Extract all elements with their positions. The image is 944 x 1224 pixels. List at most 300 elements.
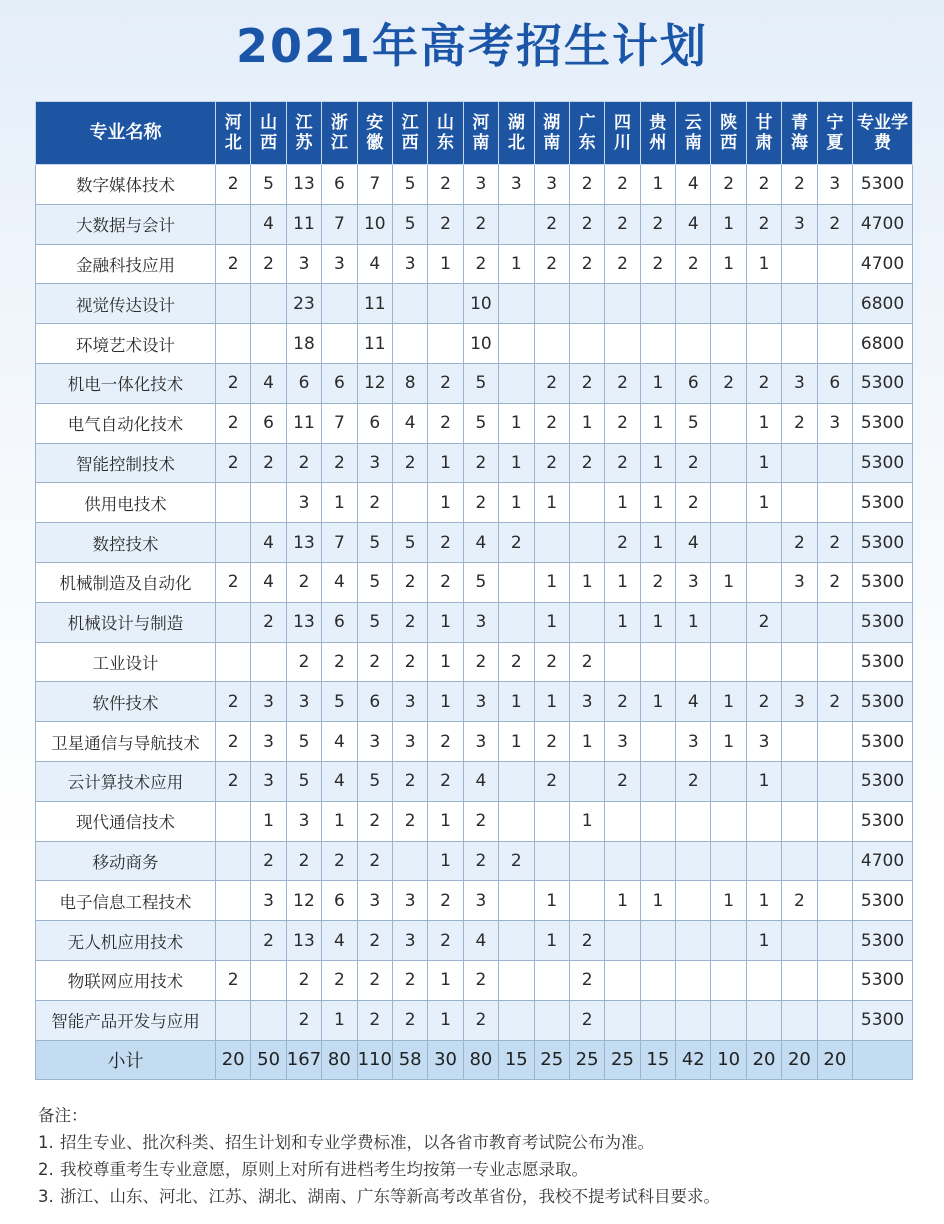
quota-cell: 2 <box>676 443 711 483</box>
quota-cell: 1 <box>640 881 675 921</box>
quota-cell: 2 <box>569 1000 604 1040</box>
quota-cell: 2 <box>322 642 357 682</box>
quota-cell: 2 <box>569 165 604 205</box>
quota-cell: 4 <box>392 403 427 443</box>
quota-cell: 1 <box>534 562 569 602</box>
tuition-fee-cell: 5300 <box>853 483 913 523</box>
province-name: 江西 <box>401 113 419 153</box>
quota-cell: 4 <box>676 682 711 722</box>
quota-cell: 6 <box>817 363 852 403</box>
quota-cell: 1 <box>640 602 675 642</box>
quota-cell <box>216 284 251 324</box>
quota-cell: 1 <box>428 483 463 523</box>
quota-cell: 2 <box>746 682 781 722</box>
quota-cell <box>534 841 569 881</box>
table-row <box>36 841 913 881</box>
quota-cell <box>499 960 534 1000</box>
quota-cell <box>782 801 817 841</box>
quota-cell: 1 <box>322 801 357 841</box>
quota-cell <box>499 284 534 324</box>
quota-cell <box>782 960 817 1000</box>
quota-cell <box>605 960 640 1000</box>
tuition-fee-cell: 5300 <box>853 921 913 961</box>
notes-heading: 备注： <box>38 1106 88 1125</box>
quota-cell <box>499 1000 534 1040</box>
quota-cell: 10 <box>357 204 392 244</box>
quota-cell <box>782 761 817 801</box>
quota-cell: 4 <box>676 523 711 563</box>
quota-cell: 5 <box>463 363 498 403</box>
quota-cell: 1 <box>534 881 569 921</box>
quota-cell: 1 <box>640 523 675 563</box>
quota-cell: 5 <box>251 165 286 205</box>
quota-cell: 2 <box>817 204 852 244</box>
quota-cell: 3 <box>463 722 498 762</box>
tuition-fee-cell: 5300 <box>853 642 913 682</box>
province-name: 安徽 <box>366 113 384 153</box>
quota-cell: 2 <box>817 523 852 563</box>
quota-cell: 2 <box>499 642 534 682</box>
quota-cell: 2 <box>676 761 711 801</box>
quota-cell: 3 <box>782 363 817 403</box>
quota-cell <box>817 602 852 642</box>
quota-cell: 2 <box>534 761 569 801</box>
quota-cell <box>534 523 569 563</box>
quota-cell: 2 <box>251 244 286 284</box>
province-column-header <box>640 102 675 165</box>
quota-cell <box>817 284 852 324</box>
province-column-header <box>676 102 711 165</box>
quota-cell <box>251 642 286 682</box>
quota-cell: 1 <box>569 562 604 602</box>
tuition-fee-cell: 6800 <box>853 284 913 324</box>
quota-cell: 2 <box>392 602 427 642</box>
quota-cell: 1 <box>428 602 463 642</box>
province-name: 宁夏 <box>826 113 844 153</box>
quota-cell: 12 <box>357 363 392 403</box>
subtotal-cell: 20 <box>782 1040 817 1079</box>
quota-cell: 3 <box>499 165 534 205</box>
quota-cell: 2 <box>392 801 427 841</box>
quota-cell <box>782 602 817 642</box>
quota-cell: 1 <box>605 562 640 602</box>
province-column-header <box>428 102 463 165</box>
province-name: 山东 <box>437 113 455 153</box>
quota-cell <box>746 801 781 841</box>
quota-cell: 2 <box>782 165 817 205</box>
quota-cell <box>534 324 569 364</box>
quota-cell <box>817 443 852 483</box>
quota-cell <box>711 921 746 961</box>
quota-cell: 2 <box>286 562 321 602</box>
table-row <box>36 960 913 1000</box>
quota-cell <box>711 523 746 563</box>
subtotal-cell: 15 <box>499 1040 534 1079</box>
subtotal-cell: 25 <box>605 1040 640 1079</box>
quota-cell: 3 <box>357 881 392 921</box>
quota-cell: 2 <box>463 801 498 841</box>
quota-cell: 3 <box>392 244 427 284</box>
province-name: 贵州 <box>649 113 667 153</box>
quota-cell <box>428 284 463 324</box>
table-header-row <box>36 102 913 165</box>
quota-cell <box>676 841 711 881</box>
subtotal-cell: 42 <box>676 1040 711 1079</box>
quota-cell <box>711 403 746 443</box>
table-row <box>36 363 913 403</box>
quota-cell: 3 <box>817 403 852 443</box>
tuition-fee-cell: 5300 <box>853 165 913 205</box>
quota-cell: 4 <box>463 523 498 563</box>
quota-cell: 2 <box>216 562 251 602</box>
quota-cell <box>322 284 357 324</box>
quota-cell <box>569 841 604 881</box>
quota-cell: 6 <box>322 881 357 921</box>
quota-cell <box>216 523 251 563</box>
quota-cell: 2 <box>286 443 321 483</box>
quota-cell <box>499 761 534 801</box>
quota-cell <box>605 324 640 364</box>
subtotal-cell: 20 <box>746 1040 781 1079</box>
quota-cell: 2 <box>428 921 463 961</box>
quota-cell <box>216 801 251 841</box>
quota-cell <box>251 960 286 1000</box>
quota-cell <box>640 761 675 801</box>
quota-cell: 3 <box>251 682 286 722</box>
quota-cell <box>605 1000 640 1040</box>
table-row <box>36 523 913 563</box>
quota-cell: 2 <box>428 204 463 244</box>
quota-cell: 3 <box>782 562 817 602</box>
quota-cell <box>746 642 781 682</box>
quota-cell: 7 <box>322 523 357 563</box>
quota-cell <box>499 881 534 921</box>
quota-cell <box>817 960 852 1000</box>
quota-cell: 2 <box>251 602 286 642</box>
quota-cell: 1 <box>534 682 569 722</box>
table-row <box>36 324 913 364</box>
quota-cell: 2 <box>605 165 640 205</box>
quota-cell <box>605 841 640 881</box>
quota-cell: 2 <box>322 443 357 483</box>
quota-cell: 1 <box>746 443 781 483</box>
quota-cell: 2 <box>534 443 569 483</box>
major-name-cell: 机械制造及自动化 <box>36 562 216 602</box>
subtotal-cell: 58 <box>392 1040 427 1079</box>
quota-cell: 2 <box>605 204 640 244</box>
quota-cell: 2 <box>534 403 569 443</box>
quota-cell <box>746 324 781 364</box>
tuition-fee-cell: 5300 <box>853 403 913 443</box>
quota-cell <box>569 483 604 523</box>
quota-cell <box>676 921 711 961</box>
tuition-fee-cell: 5300 <box>853 562 913 602</box>
quota-cell <box>569 761 604 801</box>
quota-cell: 2 <box>251 921 286 961</box>
quota-cell: 2 <box>746 165 781 205</box>
quota-cell <box>676 642 711 682</box>
quota-cell: 1 <box>534 921 569 961</box>
quota-cell: 1 <box>428 841 463 881</box>
quota-cell <box>251 1000 286 1040</box>
quota-cell <box>782 841 817 881</box>
quota-cell <box>569 324 604 364</box>
province-column-header <box>286 102 321 165</box>
quota-cell: 2 <box>392 761 427 801</box>
table-row <box>36 165 913 205</box>
quota-cell: 6 <box>322 602 357 642</box>
quota-cell <box>499 324 534 364</box>
quota-cell <box>817 483 852 523</box>
quota-cell: 2 <box>428 761 463 801</box>
quota-cell <box>640 801 675 841</box>
major-name-cell: 云计算技术应用 <box>36 761 216 801</box>
major-name-cell: 数字媒体技术 <box>36 165 216 205</box>
quota-cell: 2 <box>286 642 321 682</box>
quota-cell: 1 <box>640 165 675 205</box>
tuition-fee-cell: 5300 <box>853 960 913 1000</box>
quota-cell: 1 <box>428 801 463 841</box>
subtotal-cell: 20 <box>216 1040 251 1079</box>
major-name-cell: 环境艺术设计 <box>36 324 216 364</box>
quota-cell: 3 <box>676 562 711 602</box>
quota-cell <box>640 642 675 682</box>
quota-cell: 2 <box>782 403 817 443</box>
quota-cell: 1 <box>746 881 781 921</box>
quota-cell <box>782 722 817 762</box>
province-name: 河南 <box>472 113 490 153</box>
quota-cell <box>640 1000 675 1040</box>
quota-cell: 13 <box>286 602 321 642</box>
tuition-fee-cell: 6800 <box>853 324 913 364</box>
province-name: 湖南 <box>543 113 561 153</box>
province-column-header <box>463 102 498 165</box>
quota-cell: 3 <box>392 682 427 722</box>
province-name: 河北 <box>224 113 242 153</box>
quota-cell: 4 <box>322 921 357 961</box>
quota-cell: 2 <box>216 403 251 443</box>
tuition-fee-cell: 5300 <box>853 761 913 801</box>
quota-cell: 2 <box>428 363 463 403</box>
quota-cell <box>782 921 817 961</box>
quota-cell <box>711 324 746 364</box>
quota-cell: 2 <box>711 363 746 403</box>
quota-cell: 3 <box>392 722 427 762</box>
quota-cell: 5 <box>357 562 392 602</box>
subtotal-cell: 10 <box>711 1040 746 1079</box>
quota-cell: 2 <box>640 244 675 284</box>
quota-cell <box>746 841 781 881</box>
quota-cell <box>676 881 711 921</box>
quota-cell: 2 <box>286 1000 321 1040</box>
quota-cell <box>534 1000 569 1040</box>
note-number: 2. <box>38 1160 54 1179</box>
quota-cell: 4 <box>251 363 286 403</box>
quota-cell: 2 <box>499 523 534 563</box>
quota-cell: 11 <box>286 403 321 443</box>
quota-cell <box>499 801 534 841</box>
subtotal-cell: 110 <box>357 1040 392 1079</box>
quota-cell <box>534 801 569 841</box>
quota-cell: 6 <box>357 403 392 443</box>
note-number: 3. <box>38 1187 54 1206</box>
table-row <box>36 443 913 483</box>
quota-cell: 1 <box>534 602 569 642</box>
quota-cell: 1 <box>746 761 781 801</box>
quota-cell <box>216 324 251 364</box>
quota-cell <box>782 1000 817 1040</box>
quota-cell <box>499 602 534 642</box>
quota-cell: 5 <box>286 761 321 801</box>
quota-cell: 2 <box>569 363 604 403</box>
quota-cell: 2 <box>605 523 640 563</box>
quota-cell: 3 <box>357 443 392 483</box>
quota-cell: 2 <box>605 244 640 284</box>
quota-cell: 2 <box>569 244 604 284</box>
quota-cell: 4 <box>676 165 711 205</box>
page-title: 2021年高考招生计划 <box>235 19 709 73</box>
province-column-header <box>534 102 569 165</box>
quota-cell <box>711 602 746 642</box>
quota-cell <box>711 801 746 841</box>
quota-cell: 5 <box>463 403 498 443</box>
table-row <box>36 801 913 841</box>
quota-cell: 2 <box>357 483 392 523</box>
subtotal-fee-cell <box>853 1040 913 1079</box>
subtotal-row <box>36 1040 913 1079</box>
province-name: 陕西 <box>720 113 738 153</box>
quota-cell <box>676 1000 711 1040</box>
quota-cell: 5 <box>392 165 427 205</box>
quota-cell <box>817 1000 852 1040</box>
quota-cell: 2 <box>569 960 604 1000</box>
quota-cell: 12 <box>286 881 321 921</box>
quota-cell <box>782 483 817 523</box>
quota-cell <box>782 642 817 682</box>
tuition-fee-cell: 4700 <box>853 244 913 284</box>
quota-cell <box>640 921 675 961</box>
subtotal-cell: 80 <box>463 1040 498 1079</box>
quota-cell: 1 <box>640 363 675 403</box>
quota-cell <box>676 324 711 364</box>
quota-cell: 6 <box>676 363 711 403</box>
quota-cell: 1 <box>640 443 675 483</box>
province-name: 四川 <box>613 113 631 153</box>
quota-cell <box>746 1000 781 1040</box>
major-name-cell: 移动商务 <box>36 841 216 881</box>
quota-cell: 3 <box>357 722 392 762</box>
quota-cell: 1 <box>322 483 357 523</box>
table-row <box>36 921 913 961</box>
quota-cell: 2 <box>676 244 711 284</box>
major-name-cell: 现代通信技术 <box>36 801 216 841</box>
quota-cell <box>251 324 286 364</box>
quota-cell: 2 <box>463 841 498 881</box>
quota-cell: 10 <box>463 324 498 364</box>
note-text: 招生专业、批次科类、招生计划和专业学费标准，以各省市教育考试院公布为准。 <box>60 1133 654 1152</box>
quota-cell <box>499 204 534 244</box>
quota-cell: 2 <box>817 562 852 602</box>
major-name-cell: 视觉传达设计 <box>36 284 216 324</box>
province-name: 青海 <box>790 113 808 153</box>
note-text: 我校尊重考生专业意愿，原则上对所有进档考生均按第一专业志愿录取。 <box>60 1160 588 1179</box>
table-row <box>36 761 913 801</box>
major-name-cell: 供用电技术 <box>36 483 216 523</box>
quota-cell <box>640 722 675 762</box>
quota-cell: 2 <box>357 841 392 881</box>
quota-cell <box>499 363 534 403</box>
quota-cell: 5 <box>392 523 427 563</box>
quota-cell <box>711 443 746 483</box>
quota-cell: 2 <box>357 960 392 1000</box>
table-row <box>36 881 913 921</box>
quota-cell: 5 <box>357 523 392 563</box>
quota-cell <box>322 324 357 364</box>
quota-cell: 3 <box>782 204 817 244</box>
quota-cell: 2 <box>534 642 569 682</box>
quota-cell: 1 <box>569 722 604 762</box>
quota-cell: 2 <box>357 921 392 961</box>
quota-cell <box>569 284 604 324</box>
quota-cell: 2 <box>640 204 675 244</box>
quota-cell <box>216 841 251 881</box>
quota-cell: 4 <box>322 761 357 801</box>
quota-cell: 6 <box>251 403 286 443</box>
province-name: 浙江 <box>330 113 348 153</box>
major-name-cell: 机电一体化技术 <box>36 363 216 403</box>
quota-cell: 1 <box>322 1000 357 1040</box>
quota-cell: 2 <box>216 960 251 1000</box>
subtotal-cell: 30 <box>428 1040 463 1079</box>
quota-cell: 1 <box>428 960 463 1000</box>
quota-cell: 2 <box>640 562 675 602</box>
quota-cell: 2 <box>605 363 640 403</box>
quota-cell: 2 <box>357 642 392 682</box>
tuition-fee-cell: 4700 <box>853 204 913 244</box>
quota-cell <box>817 761 852 801</box>
tuition-fee-cell: 5300 <box>853 722 913 762</box>
quota-cell: 1 <box>711 682 746 722</box>
quota-cell <box>676 801 711 841</box>
quota-cell <box>216 921 251 961</box>
quota-cell: 2 <box>534 244 569 284</box>
quota-cell <box>392 324 427 364</box>
quota-cell: 2 <box>216 244 251 284</box>
note-item <box>38 1129 918 1156</box>
quota-cell: 2 <box>392 443 427 483</box>
quota-cell: 5 <box>463 562 498 602</box>
quota-cell: 1 <box>746 403 781 443</box>
quota-cell <box>817 801 852 841</box>
quota-cell <box>746 523 781 563</box>
note-item <box>38 1183 918 1210</box>
quota-cell <box>711 841 746 881</box>
quota-cell: 2 <box>463 483 498 523</box>
tuition-fee-cell: 5300 <box>853 682 913 722</box>
quota-cell: 4 <box>251 523 286 563</box>
quota-cell: 2 <box>605 682 640 722</box>
tuition-fee-cell: 5300 <box>853 602 913 642</box>
quota-cell <box>640 960 675 1000</box>
province-name: 云南 <box>684 113 702 153</box>
quota-cell: 1 <box>428 682 463 722</box>
quota-cell: 5 <box>357 761 392 801</box>
quota-cell: 1 <box>534 483 569 523</box>
subtotal-label: 小计 <box>36 1040 216 1079</box>
quota-cell: 2 <box>569 443 604 483</box>
subtotal-cell: 15 <box>640 1040 675 1079</box>
quota-cell: 2 <box>569 921 604 961</box>
